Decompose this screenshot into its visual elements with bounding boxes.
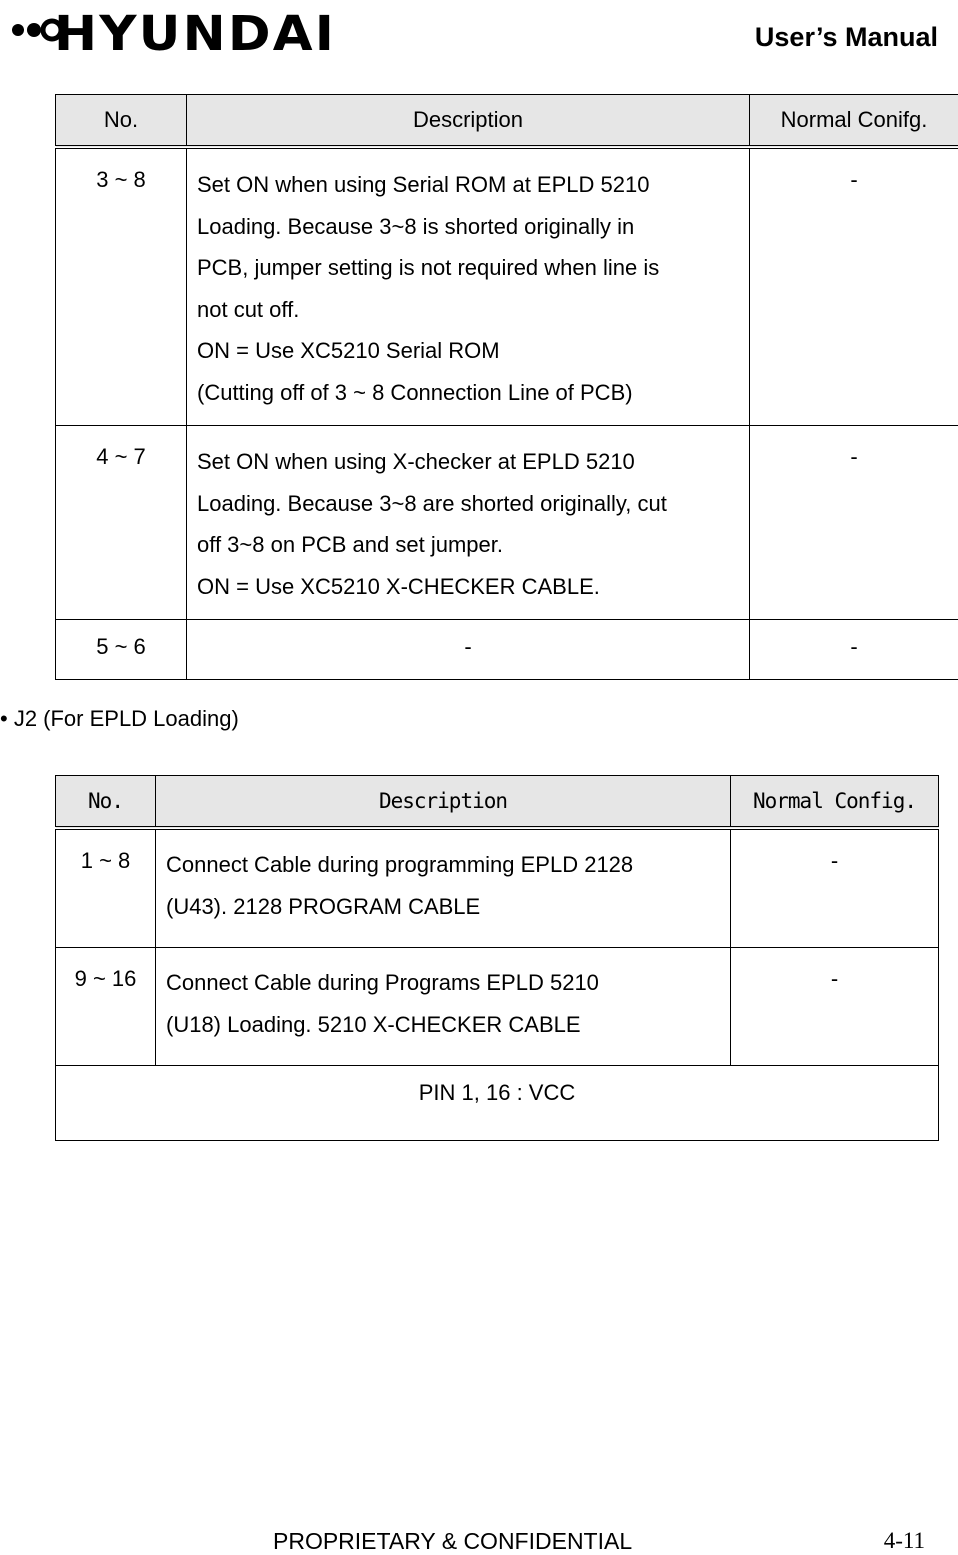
- desc-line: (U43). 2128 PROGRAM CABLE: [166, 886, 722, 928]
- desc-line: Loading. Because 3~8 is shorted originally in: [197, 206, 741, 248]
- header-description: Description: [187, 95, 750, 148]
- row-description: [187, 426, 750, 620]
- header-normal-config: Normal Conifg.: [750, 95, 958, 148]
- jumper-table-2: [55, 775, 939, 1141]
- desc-line: Connect Cable during programming EPLD 2128: [166, 844, 722, 886]
- table-row: [56, 426, 958, 620]
- row-description: [156, 828, 731, 948]
- table-header-row: [56, 776, 939, 829]
- desc-line: (U18) Loading. 5210 X-CHECKER CABLE: [166, 1004, 722, 1046]
- header-description: Description: [156, 776, 731, 829]
- row-no: 4 ~ 7: [56, 426, 187, 620]
- desc-line: PCB, jumper setting is not required when line is: [197, 247, 741, 289]
- row-description: -: [187, 620, 750, 680]
- table-row: [56, 147, 958, 426]
- desc-line: Loading. Because 3~8 are shorted originally, cut: [197, 483, 741, 525]
- desc-line: off 3~8 on PCB and set jumper.: [197, 524, 741, 566]
- row-config: -: [750, 426, 958, 620]
- row-no: 3 ~ 8: [56, 147, 187, 426]
- row-config: -: [731, 948, 939, 1066]
- table-header-row: [56, 95, 958, 148]
- header-no: No.: [56, 95, 187, 148]
- row-no: 1 ~ 8: [56, 828, 156, 948]
- desc-line: Set ON when using X-checker at EPLD 5210: [197, 441, 741, 483]
- table-row: [56, 828, 939, 948]
- footer-confidential: PROPRIETARY & CONFIDENTIAL: [273, 1528, 632, 1555]
- row-no: 9 ~ 16: [56, 948, 156, 1066]
- row-config: -: [731, 828, 939, 948]
- header-no: No.: [56, 776, 156, 829]
- manual-title: User’s Manual: [755, 22, 938, 53]
- desc-line: Set ON when using Serial ROM at EPLD 5210: [197, 164, 741, 206]
- desc-line: ON = Use XC5210 X-CHECKER CABLE.: [197, 566, 741, 608]
- desc-line: not cut off.: [197, 289, 741, 331]
- section-heading-j2: • J2 (For EPLD Loading): [0, 706, 239, 732]
- row-config: -: [750, 620, 958, 680]
- row-description: [156, 948, 731, 1066]
- desc-line: Connect Cable during Programs EPLD 5210: [166, 962, 722, 1004]
- hyundai-logo: [10, 8, 340, 56]
- svg-text:HYUNDAI: HYUNDAI: [54, 8, 336, 56]
- table-row: [56, 948, 939, 1066]
- pin-note: PIN 1, 16 : VCC: [56, 1066, 939, 1141]
- desc-line: ON = Use XC5210 Serial ROM: [197, 330, 741, 372]
- table-row: [56, 620, 958, 680]
- jumper-table-1: [55, 94, 958, 680]
- row-no: 5 ~ 6: [56, 620, 187, 680]
- row-description: [187, 147, 750, 426]
- page-number: 4-11: [884, 1528, 925, 1554]
- table-note-row: [56, 1066, 939, 1141]
- desc-line: (Cutting off of 3 ~ 8 Connection Line of PCB): [197, 372, 741, 414]
- row-config: -: [750, 147, 958, 426]
- header-normal-config: Normal Config.: [731, 776, 939, 829]
